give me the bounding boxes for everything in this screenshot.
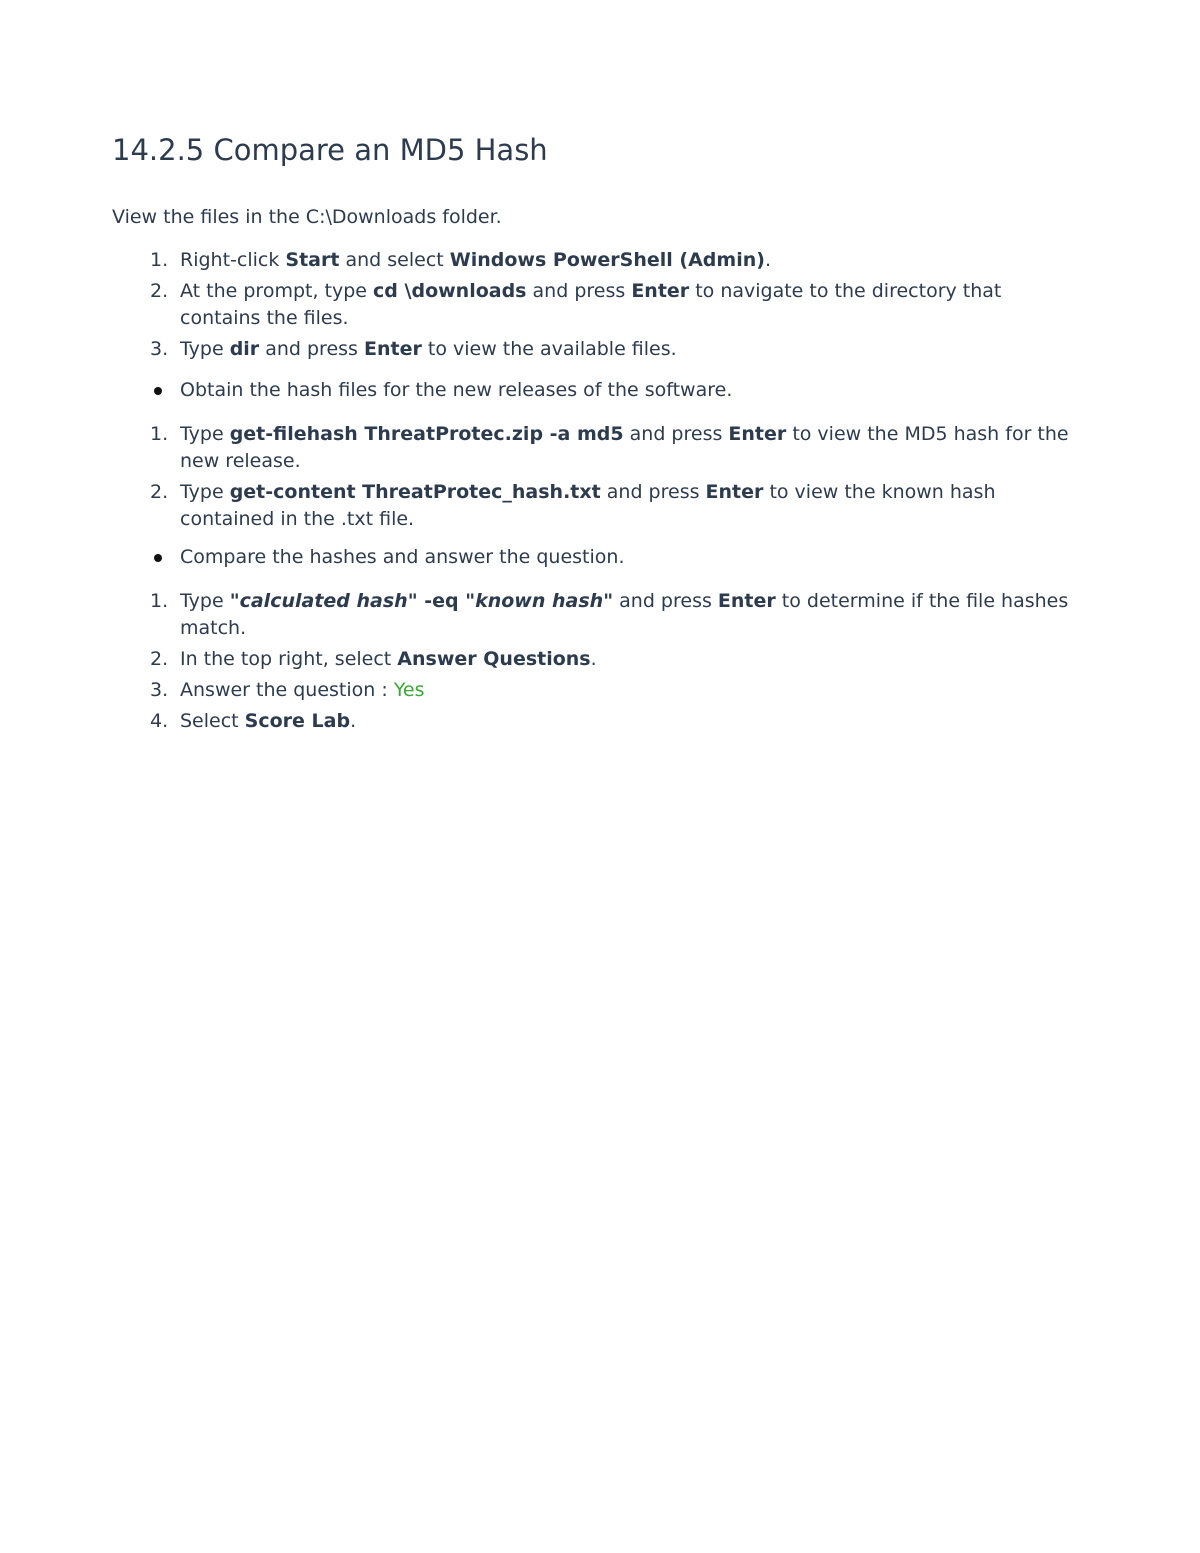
step-text: Type dir and press Enter to view the available files. xyxy=(180,338,677,360)
step-number: 4. xyxy=(150,710,169,732)
step-item xyxy=(112,588,1072,642)
intro-text: View the files in the C:\Downloads folder. xyxy=(112,206,502,228)
emphasis-text: Enter xyxy=(631,280,690,302)
step-number: 2. xyxy=(150,648,169,670)
bullet-item xyxy=(112,544,1072,571)
emphasis-text: dir xyxy=(229,338,260,360)
emphasis-text: Score Lab xyxy=(244,710,351,732)
emphasis-text: Enter xyxy=(717,590,776,612)
step-text: In the top right, select Answer Questions. xyxy=(180,648,597,670)
step-text: At the prompt, type cd \downloads and press Enter to navigate to the directory that contains the files. xyxy=(180,280,1002,329)
emphasis-text: calculated hash xyxy=(239,590,408,612)
emphasis-text: Answer Questions xyxy=(397,648,591,670)
step-text: Right-click Start and select Windows PowerShell (Admin). xyxy=(180,249,771,271)
step-item xyxy=(112,479,1072,533)
step-number: 3. xyxy=(150,679,169,701)
bullet-list-2 xyxy=(112,544,1072,571)
step-number: 2. xyxy=(150,280,169,302)
emphasis-text: " xyxy=(603,590,614,612)
emphasis-text: Windows PowerShell (Admin) xyxy=(449,249,765,271)
step-text: Select Score Lab. xyxy=(180,710,357,732)
bullet-text: Obtain the hash files for the new releases of the software. xyxy=(180,379,733,401)
step-item xyxy=(112,677,1072,704)
bullet-item xyxy=(112,377,1072,404)
step-text: Type get-filehash ThreatProtec.zip -a md5 and press Enter to view the MD5 hash for the new release. xyxy=(180,423,1069,472)
step-item xyxy=(112,247,1072,274)
step-item xyxy=(112,421,1072,475)
steps-list-c xyxy=(112,588,1072,739)
bullet-text: Compare the hashes and answer the question. xyxy=(180,546,625,568)
emphasis-text: Start xyxy=(285,249,340,271)
emphasis-text: " xyxy=(229,590,240,612)
step-item xyxy=(112,278,1072,332)
emphasis-text: known hash xyxy=(475,590,604,612)
step-number: 3. xyxy=(150,338,169,360)
emphasis-text: Enter xyxy=(728,423,787,445)
step-text: Type "calculated hash" -eq "known hash" and press Enter to determine if the file hashes match. xyxy=(180,590,1069,639)
emphasis-text: " -eq " xyxy=(407,590,476,612)
steps-list-a xyxy=(112,247,1072,367)
step-number: 1. xyxy=(150,590,169,612)
emphasis-text: cd \downloads xyxy=(373,280,527,302)
step-number: 2. xyxy=(150,481,169,503)
steps-list-b xyxy=(112,421,1072,537)
bullet-dot xyxy=(154,554,162,562)
bullet-list-1 xyxy=(112,377,1072,404)
emphasis-text: get-content ThreatProtec_hash.txt xyxy=(229,481,601,503)
step-item xyxy=(112,708,1072,735)
emphasis-text: Enter xyxy=(363,338,422,360)
page-title: 14.2.5 Compare an MD5 Hash xyxy=(112,133,548,167)
step-number: 1. xyxy=(150,249,169,271)
emphasis-text: Enter xyxy=(705,481,764,503)
step-text: Type get-content ThreatProtec_hash.txt and press Enter to view the known hash contained in the .txt file. xyxy=(180,481,996,530)
step-item xyxy=(112,336,1072,363)
bullet-dot xyxy=(154,387,162,395)
answer-value: Yes xyxy=(393,679,425,701)
emphasis-text: get-filehash ThreatProtec.zip -a md5 xyxy=(229,423,624,445)
step-number: 1. xyxy=(150,423,169,445)
step-text: Answer the question : Yes xyxy=(180,679,425,701)
step-item xyxy=(112,646,1072,673)
